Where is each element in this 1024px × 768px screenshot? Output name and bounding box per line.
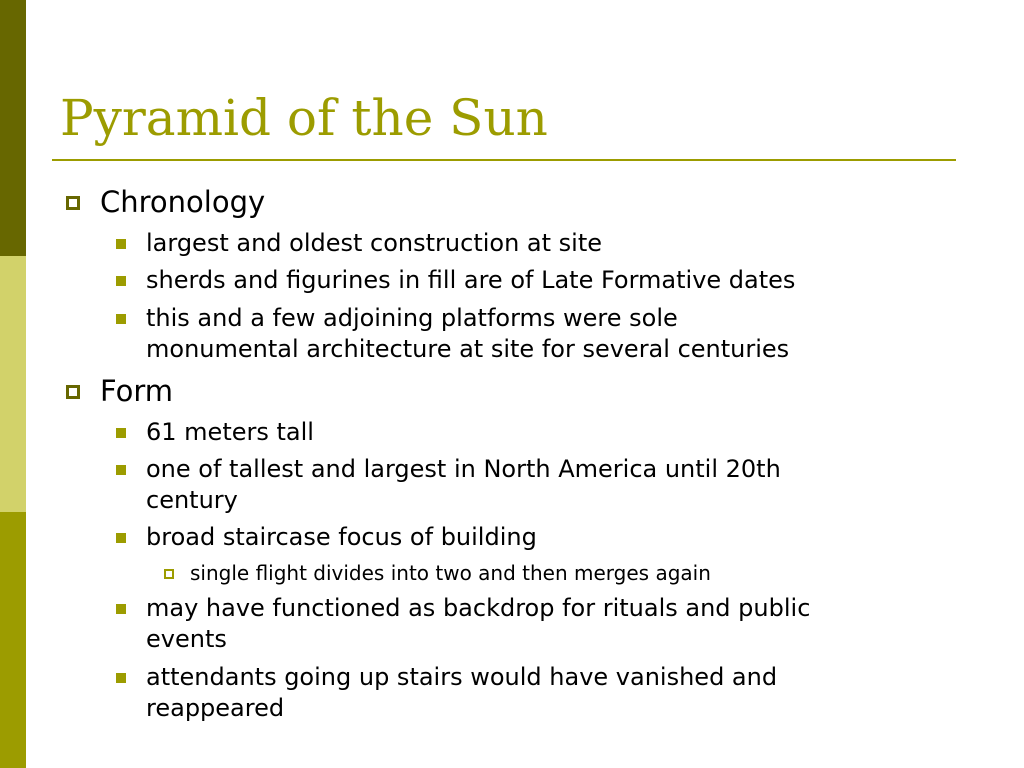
slide-title: Pyramid of the Sun	[60, 89, 548, 147]
bullet-item: may have functioned as backdrop for rituals and public events	[146, 594, 811, 653]
hollow-square-bullet-icon	[66, 385, 80, 399]
square-bullet-icon	[116, 533, 126, 543]
square-bullet-icon	[116, 604, 126, 614]
hollow-square-sub-bullet-icon	[164, 569, 174, 579]
section-heading-chronology: Chronology	[100, 185, 266, 219]
bullet-item: sherds and figurines in fill are of Late Formative dates	[146, 266, 796, 294]
square-bullet-icon	[116, 465, 126, 475]
square-bullet-icon	[116, 314, 126, 324]
section-heading-form: Form	[100, 374, 174, 408]
bullet-item: largest and oldest construction at site	[146, 229, 603, 257]
hollow-square-bullet-icon	[66, 196, 80, 210]
square-bullet-icon	[116, 276, 126, 286]
square-bullet-icon	[116, 239, 126, 249]
sub-bullet-item: single flight divides into two and then merges again	[190, 561, 711, 585]
square-bullet-icon	[116, 673, 126, 683]
bullet-item: this and a few adjoining platforms were sole monumental architecture at site for several centuries	[146, 304, 790, 363]
bullet-item: broad staircase focus of building	[146, 523, 537, 551]
bullet-item: 61 meters tall	[146, 418, 314, 446]
bullet-item: attendants going up stairs would have vanished and reappeared	[146, 663, 778, 722]
bullet-item: one of tallest and largest in North America until 20th century	[146, 455, 781, 514]
square-bullet-icon	[116, 428, 126, 438]
